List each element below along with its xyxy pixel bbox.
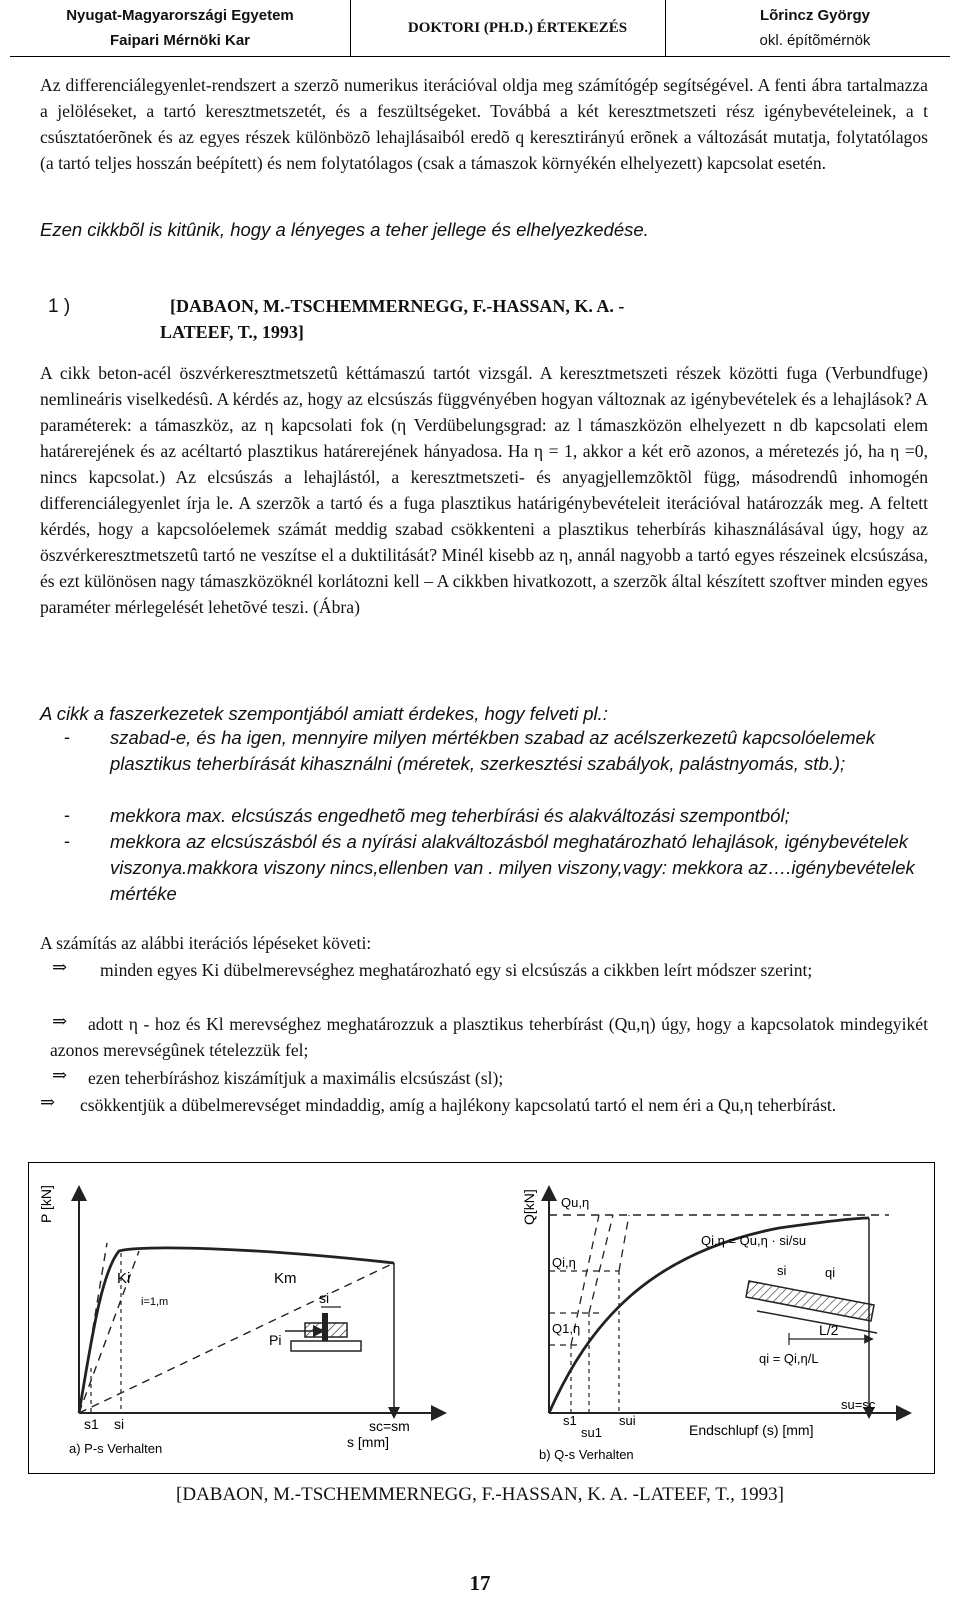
header-university-name: Nyugat-Magyarországi Egyetem xyxy=(66,7,294,24)
fig-b-q1-eta: Q1,η xyxy=(552,1321,581,1336)
calc-intro: A számítás az alábbi iterációs lépéseket követi: xyxy=(40,933,372,953)
reference-number: 1 ) xyxy=(48,296,71,317)
header-author-title: okl. építõmérnök xyxy=(759,32,871,49)
figure-caption: [DABAON, M.-TSCHEMMERNEGG, F.-HASSAN, K. A. -LATEEF, T., 1993] xyxy=(176,1484,784,1505)
fig-b-x-su: su=sc xyxy=(841,1397,876,1412)
fig-b-caption: b) Q-s Verhalten xyxy=(539,1447,634,1462)
arrow-icon: ⇒ xyxy=(52,1065,68,1085)
fig-a-ki: Ki xyxy=(117,1270,131,1287)
fig-a-si-label: si xyxy=(319,1290,330,1306)
fig-a-km: Km xyxy=(274,1270,297,1287)
calc-step: ezen teherbíráshoz kiszámítjuk a maximális elcsúszást (sl); xyxy=(88,1068,504,1088)
fig-a-iter: i=1,m xyxy=(141,1296,169,1308)
header-divider xyxy=(665,0,666,56)
arrow-icon: ⇒ xyxy=(40,1092,56,1112)
fig-b-qu: Qu,η xyxy=(561,1195,590,1210)
header-author-name: Lõrincz György xyxy=(759,7,871,24)
header-faculty-name: Faipari Mérnöki Kar xyxy=(109,32,251,49)
fig-a-xunit: s [mm] xyxy=(347,1434,389,1450)
header-author xyxy=(680,0,950,59)
reference-line-1: [DABAON, M.-TSCHEMMERNEGG, F.-HASSAN, K. A. - xyxy=(170,296,625,316)
calc-step: minden egyes Ki dübelmerevséghez meghatározható egy si elcsúszás a cikkben leírt módszer szerint; xyxy=(100,960,813,980)
reference-line-2: LATEEF, T., 1993] xyxy=(160,322,304,342)
fig-b-formula: Qi,η = Qu,η · si/su xyxy=(701,1233,807,1248)
interest-heading: A cikk a faszerkezetek szempontjából amiatt érdekes, hogy felveti pl.: xyxy=(40,703,608,724)
calc-step: adott η - hoz és Kl merevséghez meghatározzuk a plasztikus teherbírást (Qu,η) úgy, hogy a kapcsolatok mindegyikét azonos merevségûnek tételezzük fel; xyxy=(50,1014,928,1060)
fig-b-l2: L/2 xyxy=(819,1322,839,1338)
header-divider xyxy=(350,0,351,56)
fig-b-x-s1: s1 xyxy=(563,1413,577,1428)
fig-b-si-label: si xyxy=(777,1263,787,1278)
fig-b-qi-formula: qi = Qi,η/L xyxy=(759,1351,819,1366)
fig-a-caption: a) P-s Verhalten xyxy=(69,1441,163,1456)
fig-b-qi: qi xyxy=(825,1265,836,1280)
list-dash: - xyxy=(64,805,70,825)
list-item: mekkora az elcsúszásból és a nyírási alakváltozásból meghatározható lehajlások, igénybevételek viszonya.makkora viszony nincs,ellenben van . milyen viszony,vagy: mekkora az….igénybevételek mértéke xyxy=(110,831,915,904)
header-university xyxy=(40,0,320,59)
fig-b-x-sui: sui xyxy=(619,1413,636,1428)
main-paragraph: A cikk beton-acél öszvérkeresztmetszetû kéttámaszú tartót vizsgál. A keresztmetszeti részek közötti fuga (Verbundfuge) nemlineáris viselkedésû. A kérdés az, hogy az elcsúszás függvényében hogyan változnak az igénybevételek és a lehajlások? A paraméterek: a támaszköz, az η kapcsolati fok (η Verdübelungsgrad: az l támaszközön elhelyezett n db kapcsolati elem határerejének és az acéltartó plasztikus határerejének hányadosa. Ha η = 1, akkor a két erõ azonos, a méretezés jó, ha η =0, nincs kapcsolat.) Az elcsúszás a lehajlástól, a keresztmetszeti- és anyagjellemzõktõl függ, másodrendû inhomogén differenciálegyenlet írja le. A szerzõk a tartó és a fuga plasztikus határigénybevételeit iterációval határozzák meg. A feltett kérdés, hogy a kapcsolóelemek számát meddig szabad csökkenteni a plasztikus teherbírás kihasználásával úgy, hogy az öszvérkeresztmetszetû tartó ne veszítse el a duktilitását? Minél kisebb az η, annál nagyobb a tartó egyes részeinek elcsúszása, és ezt különösen nagy támaszközöknél korlátozni kell – A cikkben hivatkozott, a szerzõk által készített szoftver minden egyes paraméter mérlegelését lehetõvé teszi. (Ábra) xyxy=(40,363,928,617)
fig-a-x-s1: s1 xyxy=(84,1416,99,1432)
fig-b-ylabel: Q[kN] xyxy=(521,1189,537,1225)
list-item: szabad-e, és ha igen, mennyire milyen mértékben szabad az acélszerkezetû kapcsolóelemek plasztikus teherbírását kihasználni (méretek, szerkesztési szabályok, palástnyomás, stb.); xyxy=(110,727,876,774)
header-title: DOKTORI (PH.D.) ÉRTEKEZÉS xyxy=(407,20,628,36)
fig-a-x-si: si xyxy=(114,1416,125,1432)
intro-conclusion: Ezen cikkbõl is kitûnik, hogy a lényeges a teher jellege és elhelyezkedése. xyxy=(40,219,649,240)
figure-drawing xyxy=(29,1163,934,1473)
list-dash: - xyxy=(64,727,70,747)
page-header xyxy=(10,0,950,57)
intro-paragraph: Az differenciálegyenlet-rendszert a szerzõ numerikus iterációval oldja meg számítógép segítségével. A fenti ábra tartalmazza a jelöléseket, a tartó keresztmetszetét, és a feszültségeket. Továbbá a két keresztmetszeti rész igénybevételeinek, a t csúsztatóerõnek és az egyes részek különbözõ lehajlásaiból eredõ q keresztirányú erõnek a változását mutatja, folytatólagos (a tartó teljes hosszán beépített) és nem folytatólagos (csak a támaszok környékén elhelyezett) kapcsolat esetén. xyxy=(40,75,928,173)
figure-box xyxy=(28,1162,935,1474)
fig-b-qi-eta: Qi,η xyxy=(552,1255,576,1270)
arrow-icon: ⇒ xyxy=(52,957,68,977)
fig-a-x-sc: sc=sm xyxy=(369,1418,410,1434)
arrow-icon: ⇒ xyxy=(52,1011,68,1031)
calc-step: csökkentjük a dübelmerevséget mindaddig, amíg a hajlékony kapcsolatú tartó el nem éri a Qu,η teherbírást. xyxy=(80,1095,837,1115)
list-item: mekkora max. elcsúszás engedhetõ meg teherbírási és alakváltozási szempontból; xyxy=(110,805,790,826)
fig-a-pi: Pi xyxy=(269,1332,282,1348)
fig-b-x-su1: su1 xyxy=(581,1425,602,1440)
fig-a-ylabel: P [kN] xyxy=(38,1185,54,1223)
list-dash: - xyxy=(64,831,70,851)
page-number: 17 xyxy=(469,1571,491,1595)
fig-b-xlabel: Endschlupf (s) [mm] xyxy=(689,1422,814,1438)
